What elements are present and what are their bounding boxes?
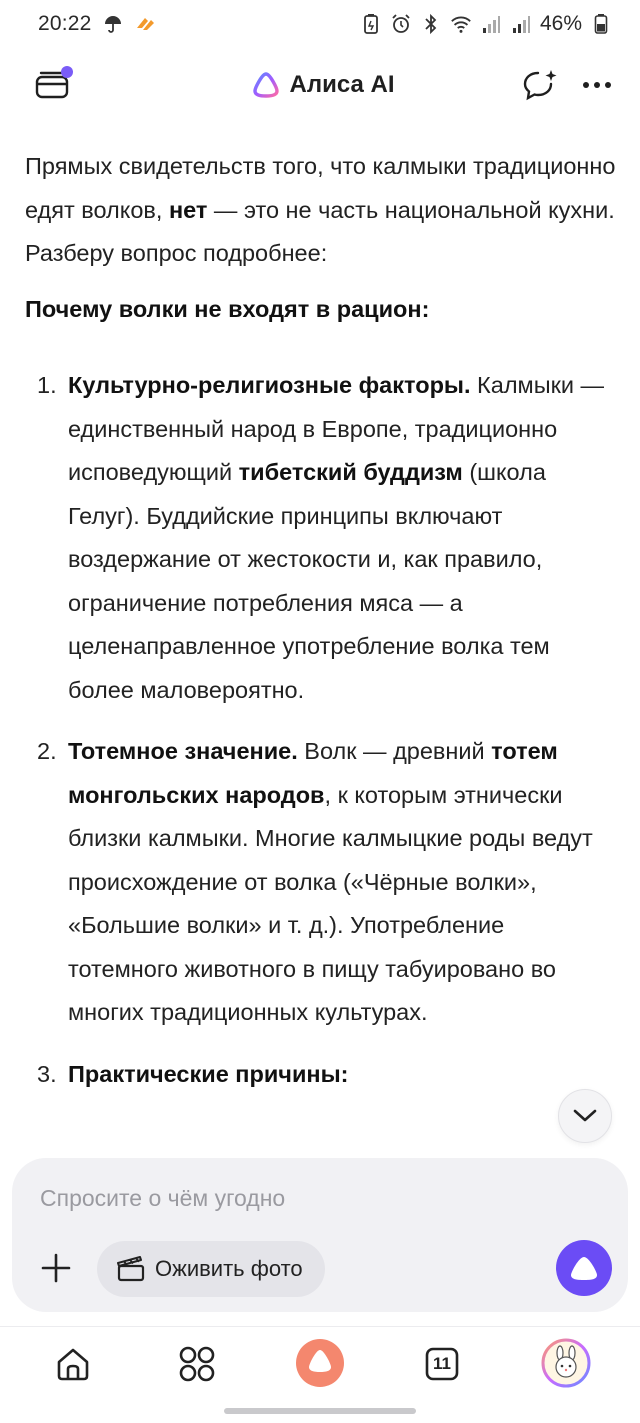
calendar-icon <box>424 1346 460 1382</box>
notification-app-icon <box>134 13 156 35</box>
alarm-icon <box>390 13 412 35</box>
page-title-container <box>124 71 522 99</box>
status-bar <box>0 0 640 48</box>
list-item: 3. Практические причины: <box>37 1060 349 1087</box>
composer <box>12 1158 628 1312</box>
battery-icon <box>590 13 612 35</box>
app-header <box>0 52 640 118</box>
alice-icon <box>295 1338 345 1388</box>
alice-logo-icon <box>252 71 280 99</box>
message-intro: Прямых свидетельств того, что калмыки традиционно едят волков, нет — это не часть национальной кухни. Разберу вопрос подробнее: <box>25 153 616 266</box>
signal-icon <box>480 13 502 35</box>
list-item: 2. Тотемное значение. Волк — древний тотем монгольских народов, к которым этнически близки калмыки. Многие калмыцкие роды ведут происхождение от волка («Чёрные волки», «Большие волки» и т. д.). Употребление тотемного животного в пищу табуировано во многих традиционных культурах. <box>37 738 593 1025</box>
new-chat-icon[interactable] <box>522 68 558 102</box>
status-time: 20:22 <box>38 12 92 35</box>
battery-percent: 46% <box>539 12 582 35</box>
wifi-icon <box>450 13 472 35</box>
home-indicator <box>224 1408 416 1414</box>
prompt-input[interactable] <box>40 1180 560 1216</box>
chevron-down-icon <box>572 1108 598 1124</box>
nav-alice[interactable] <box>294 1337 346 1389</box>
profile-avatar <box>541 1338 591 1388</box>
nav-calendar[interactable] <box>417 1339 467 1389</box>
chats-menu-icon[interactable] <box>34 65 74 101</box>
list-item: 1. Культурно-религиозные факторы. Калмыки — единственный народ в Европе, традиционно исповедующий тибетский буддизм (школа Гелуг). Буддийские принципы включают воздержание от жестокости и, как правило, ограничение потребления мяса — а целенаправленное употребление волка тем более маловероятно. <box>37 372 605 703</box>
nav-profile[interactable] <box>540 1337 592 1389</box>
assistant-message <box>25 145 620 1114</box>
umbrella-icon <box>102 13 124 35</box>
calendar-day: 11 <box>433 1354 451 1373</box>
battery-saver-icon <box>360 13 382 35</box>
home-icon <box>54 1345 92 1383</box>
reasons-list <box>25 364 620 1096</box>
alice-voice-icon <box>569 1254 599 1282</box>
add-button[interactable] <box>38 1250 74 1286</box>
scroll-down-button[interactable] <box>558 1089 612 1143</box>
clapperboard-icon <box>117 1256 145 1282</box>
signal-icon-2 <box>510 13 532 35</box>
services-grid-icon <box>178 1345 216 1383</box>
page-title: Алиса AI <box>289 71 395 98</box>
bluetooth-icon <box>420 13 442 35</box>
section-heading: Почему волки не входят в рацион: <box>25 295 430 322</box>
voice-button[interactable] <box>556 1240 612 1296</box>
nav-services[interactable] <box>172 1339 222 1389</box>
animate-photo-label: Оживить фото <box>155 1256 303 1281</box>
nav-home[interactable] <box>48 1339 98 1389</box>
plus-icon <box>40 1252 72 1284</box>
more-icon[interactable] <box>582 81 612 89</box>
animate-photo-chip[interactable] <box>97 1241 325 1297</box>
